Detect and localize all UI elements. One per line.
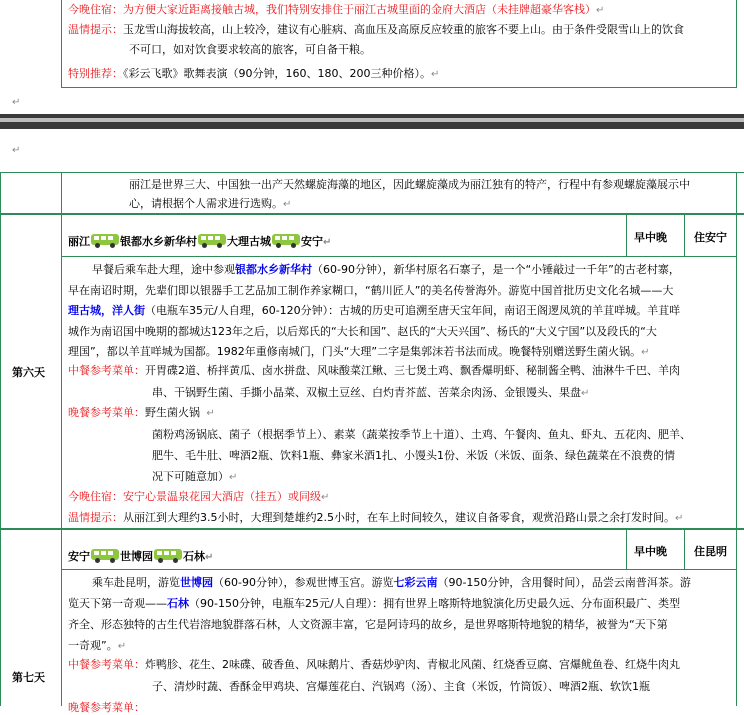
top-tip-line2: 不可口，如对饮食要求较高的旅客，可自备干粮。: [129, 43, 371, 56]
tip-label: 温情提示：: [68, 23, 123, 36]
tip-text: 玉龙雪山海拔较高，山上较冷，建议有心脏病、高血压及高原反应较重的旅客不要上山。由于条件受限雪山上的饮食: [123, 23, 684, 36]
day7-label: 第七天: [12, 671, 45, 684]
lodging-label: 今晚住宿：: [68, 3, 123, 16]
recommend-text: 《彩云飞歌》歌舞表演（90分钟，160、180、200三种价格）。: [123, 67, 431, 80]
top-tip-line1: [68, 22, 684, 37]
day6-dinner-4: 况下可随意加）↵: [152, 470, 238, 483]
day6-para-5: 理国”，都以羊苴咩城为国都。1982年重修南城门，门头“大理”二字是集郭沫若书法而成。晚餐特别赠送野生菌火锅。↵: [68, 345, 650, 358]
day6-para-2: 早在南诏时期，先辈们即以银器手工艺品加工制作养家糊口，“鹤川匠人”的美名传誉海外。游览中国首批历史文化名城——大: [68, 284, 674, 297]
lodging-text: 为方便大家近距离接触古城，我们特别安排住于丽江古城里面的金府大酒店（未挂牌超豪华客栈）: [123, 3, 596, 16]
page-break-inner: [0, 118, 744, 122]
day7-para-2: 览天下第一奇观——石林（90-150分钟，电瓶车25元/人自理）：拥有世界上喀斯特地貌演化历史最久远、分布面积最广、类型: [68, 597, 681, 610]
day7-para-1: 乘车赴昆明，游览世博园（60-90分钟），参观世博玉宫。游览七彩云南（90-150分钟，含用餐时间），品尝云南普洱茶。游: [92, 576, 691, 589]
day6-para-4: 城作为南诏国中晚期的都城达123年之后，以后郑氏的“大长和国”、赵氏的“大天兴国”、杨氏的“大义宁国”以及段氏的“大: [68, 325, 657, 338]
day6-label: 第六天: [12, 366, 45, 379]
day6-dinner-3: 肥牛、毛牛肚、啤酒2瓶、饮料1瓶、彝家米酒1扎、小馒头1份、米饭（米饭、面条、绿色蔬菜在不浪费的情: [152, 449, 675, 462]
day7-lunch-2: 子、清炒时蔬、香酥金甲鸡块、宫爆莲花白、汽锅鸡（汤）、主食（米饭，竹筒饭）、啤酒2瓶、软饮1瓶: [152, 680, 650, 693]
bus-icon: [198, 234, 226, 248]
day6-route: 丽江 银都水乡新华村 大理古城 安宁↵: [68, 235, 332, 248]
day6-dinner-1: 晚餐参考菜单：野生菌火锅 ↵: [68, 406, 215, 419]
day6-lodging: 今晚住宿：安宁心景温泉花园大酒店（挂五）或同级↵: [68, 490, 330, 503]
day7-stay: 住昆明: [694, 545, 727, 558]
day6-lunch-1: 中餐参考菜单：开胃碟2道、桥拌黄瓜、卤水拼盘、风味酸菜江鳅、三七煲土鸡、飘香爆明虾、秘制酱全鸭、油淋牛千巴、羊肉: [68, 364, 680, 377]
day6-para-3: 理古城，洋人街（电瓶车35元/人自理，60-120分钟）：古城的历史可追溯至唐天宝年间，南诏王阁逻凤筑的羊苴咩城。羊苴咩: [68, 304, 681, 317]
day7-lunch-1: 中餐参考菜单：炸鸭胗、花生、2味碟、破香鱼、风味鹅片、香菇炒驴肉、青椒北风菌、红烧香豆腐、宫爆鱿鱼卷、红烧牛肉丸: [68, 658, 680, 671]
day6-tip: 温情提示：从丽江到大理约3.5小时，大理到楚雄约2.5小时，在车上时间较久，建议自备零食，观赏沿路山景之余打发时间。↵: [68, 511, 684, 524]
bus-icon: [154, 549, 182, 563]
day7-route: 安宁 世博园 石林↵: [68, 550, 214, 563]
intro-line2: 心，请根据个人需求进行选购。↵: [129, 197, 292, 210]
day7-dinner-1: 晚餐参考菜单：: [68, 701, 145, 714]
day6-lunch-2: 串、干锅野生菌、手撕小晶菜、双椒土豆丝、白灼青芥蓝、苦菜余肉汤、金银馒头、果盘↵: [152, 386, 590, 399]
recommend-label: 特别推荐：: [68, 67, 123, 80]
top-recommend: 特别推荐：《彩云飞歌》歌舞表演（90分钟，160、180、200三种价格）。↵: [68, 67, 440, 80]
day6-stay: 住安宁: [694, 231, 727, 244]
bus-icon: [91, 549, 119, 563]
day6-dinner-2: 菌粉鸡汤锅底、菌子（根据季节上）、素菜（蔬菜按季节上十道）、土鸡、午餐肉、鱼丸、虾丸、五花肉、肥羊、: [152, 428, 691, 441]
day6-para-1: 早餐后乘车赴大理，途中参观银都水乡新华村（60-90分钟），新华村原名石寨子，是一个“小锤敲过一千年”的古老村寨，: [92, 263, 680, 276]
day7-meals: 早中晚: [634, 545, 667, 558]
day7-para-3: 齐全、形态独特的古生代岩溶地貌群落石林，人文资源丰富，它是阿诗玛的故乡，是世界喀斯特地貌的精华，被誉为“天下第: [68, 618, 668, 631]
day6-meals: 早中晚: [634, 231, 667, 244]
bus-icon: [91, 234, 119, 248]
intro-line1: 丽江是世界三大、中国独一出产天然螺旋海藻的地区，因此螺旋藻成为丽江独有的特产，行程中有参观螺旋藻展示中: [129, 178, 690, 191]
para-mark: ↵: [12, 97, 21, 108]
para-mark: ↵: [12, 145, 21, 156]
bus-icon: [272, 234, 300, 248]
top-lodging: 今晚住宿：为方便大家近距离接触古城，我们特别安排住于丽江古城里面的金府大酒店（未挂牌超豪华客栈）↵: [68, 3, 605, 16]
day7-para-4: 一奇观”。↵: [68, 639, 127, 652]
